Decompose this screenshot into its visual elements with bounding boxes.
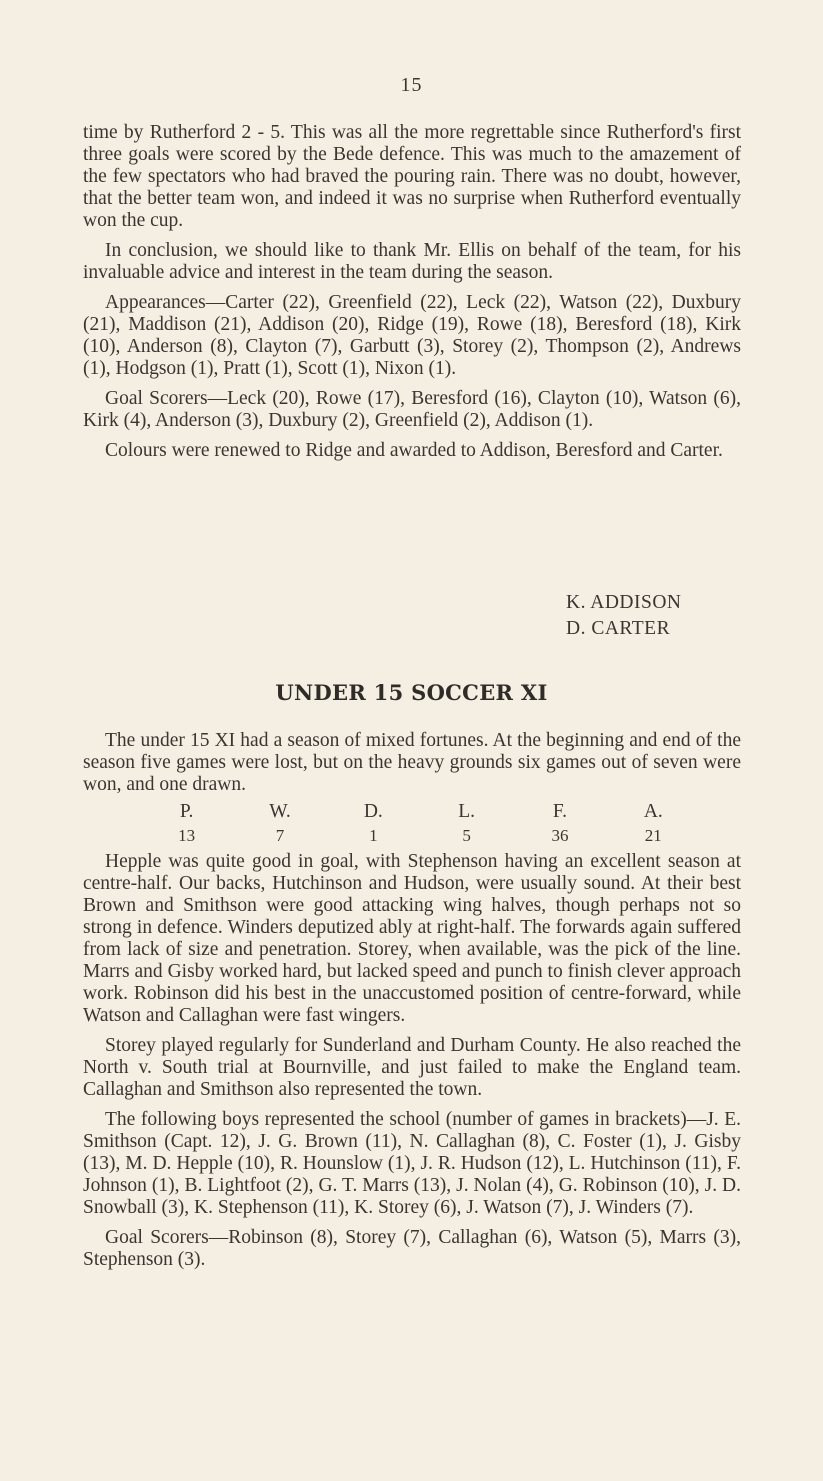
value-won: 7	[275, 826, 285, 845]
paragraph-colours: Colours were renewed to Ridge and awarded to Addison, Beresford and Carter.	[105, 440, 723, 461]
senior-report	[83, 122, 741, 470]
header-lost: L.	[458, 801, 476, 822]
value-against: 21	[644, 826, 662, 845]
paragraph-under15-goal-scorers: Goal Scorers—Robinson (8), Storey (7), Callaghan (6), Watson (5), Marrs (3), Stephenson (3).	[83, 1227, 741, 1270]
paragraph-representative: Storey played regularly for Sunderland and Durham County. He also reached the North v. South trial at Bournville, and just failed to make the England team. Callaghan and Smithson also represented the town.	[83, 1035, 741, 1100]
under15-intro	[83, 730, 741, 804]
paragraph-team-review: Hepple was quite good in goal, with Stephenson having an excellent season at centre-half. Our backs, Hutchinson and Hudson, were usually sound. At their best Brown and Smithson were good attacking wing halves, though perhaps not so strong in defence. Winders deputized ably at right-half. The forwards again suffered from lack of size and penetration. Storey, when available, was the pick of the line. Marrs and Gisby worked hard, but lacked speed and punch to finish clever approach work. Robinson did his best in the unaccustomed position of centre-forward, while Watson and Callaghan were fast wingers.	[83, 851, 741, 1026]
signature-carter: D. CARTER	[566, 618, 671, 639]
header-played: P.	[179, 801, 194, 822]
paragraph-appearances: Appearances—Carter (22), Greenfield (22), Leck (22), Watson (22), Duxbury (21), Maddison (21), Addison (20), Ridge (19), Rowe (18), Beresford (18), Kirk (10), Anderson (8), Clayton (7), Garbutt (3), Storey (2), Thompson (2), Andrews (1), Hodgson (1), Pratt (1), Scott (1), Nixon (1).	[83, 292, 741, 379]
results-values-row	[140, 824, 700, 848]
paragraph-goal-scorers: Goal Scorers—Leck (20), Rowe (17), Beresford (16), Clayton (10), Watson (6), Kirk (4), Anderson (3), Duxbury (2), Greenfield (2), Addison (1).	[83, 388, 741, 431]
paragraph-conclusion: In conclusion, we should like to thank Mr. Ellis on behalf of the team, for his invaluable advice and interest in the team during the season.	[83, 240, 741, 283]
header-drawn: D.	[363, 801, 383, 822]
under15-report	[83, 851, 741, 1279]
value-lost: 5	[462, 826, 471, 845]
results-table	[140, 800, 700, 848]
header-for: F.	[552, 801, 568, 822]
signatures	[566, 591, 682, 643]
paragraph-team-list: The following boys represented the school (number of games in brackets)—J. E. Smithson (Capt. 12), J. G. Brown (11), N. Callaghan (8), C. Foster (1), J. Gisby (13), M. D. Hepple (10), R. Hounslow (1), J. R. Hudson (12), L. Hutchinson (11), F. Johnson (1), B. Lightfoot (2), G. T. Marrs (13), J. Nolan (4), G. Robinson (10), J. D. Snowball (3), K. Stephenson (11), K. Storey (6), J. Watson (7), J. Winders (7).	[83, 1109, 741, 1218]
value-played: 13	[178, 826, 196, 845]
value-drawn: 1	[369, 826, 378, 845]
paragraph-match-report: time by Rutherford 2 - 5. This was all the more regrettable since Rutherford's first three goals were scored by the Bede defence. This was much to the amazement of the few spectators who had braved the pouring rain. There was no doubt, however, that the better team won, and indeed it was no surprise when Rutherford eventually won the cup.	[83, 122, 741, 231]
header-won: W.	[269, 801, 291, 822]
paragraph-intro: The under 15 XI had a season of mixed fortunes. At the beginning and end of the season five games were lost, but on the heavy grounds six games out of seven were won, and one drawn.	[83, 730, 741, 795]
page-number: 15	[400, 74, 423, 96]
section-heading: UNDER 15 SOCCER XI	[275, 680, 548, 705]
signature-addison: K. ADDISON	[566, 592, 682, 613]
results-header-row	[140, 800, 700, 824]
value-for: 36	[551, 826, 569, 845]
header-against: A.	[643, 801, 663, 822]
